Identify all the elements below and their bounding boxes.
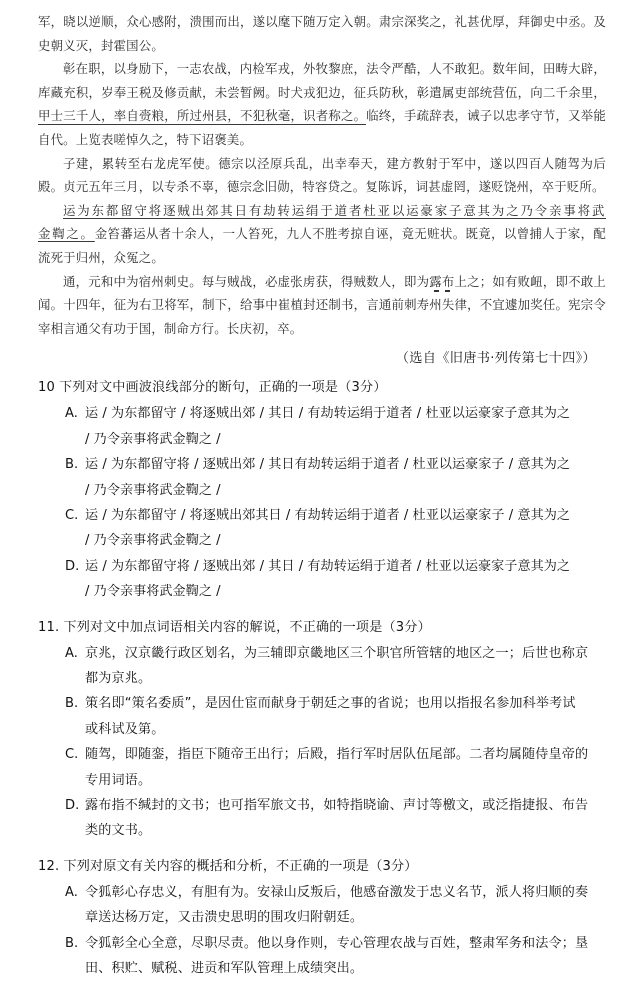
option-text-cont: 或科试及第。 (85, 721, 165, 737)
question-11-stem (38, 615, 606, 640)
option-letter: C. (65, 747, 79, 763)
passage-paragraph-4 (38, 199, 606, 270)
question-10-option-c[interactable] (38, 503, 606, 528)
passage-paragraph-2 (38, 57, 606, 151)
question-10-option-b[interactable] (38, 452, 606, 477)
question-10-number: 10 (38, 380, 56, 396)
question-11-option-c[interactable] (38, 742, 606, 767)
option-letter: A. (65, 645, 78, 661)
passage-text: 彰在职，以身励下，一志农战，内检军戎，外牧黎庶，法令严酷，人不敢犯。数年间，田畴大辟，库藏充积，岁奉王税及修贡献，未尝暂阙。时犬戎犯边，征兵防秋，彰遣属吏部统营伍，向二千余里， (38, 61, 606, 100)
question-12-stem (38, 854, 606, 879)
question-10-options (38, 401, 606, 604)
option-text-cont: 都为京兆。 (85, 670, 152, 686)
question-11-option-d[interactable] (38, 793, 606, 818)
option-text-cont: 类的文书。 (85, 823, 152, 839)
question-11-option-b-cont[interactable] (38, 717, 606, 742)
question-11-option-c-cont[interactable] (38, 768, 606, 793)
question-11-option-a[interactable] (38, 641, 606, 666)
passage-paragraph-1: 军，晓以逆顺，众心感附，溃围而出，遂以麾下随万定入朝。肃宗深奖之，礼甚优厚，拜御史中丞。及史朝义灭，封霍国公。 (38, 14, 606, 53)
option-text-cont: / 乃令亲事将武金鞫之 / (85, 431, 221, 447)
option-text-cont: 专用词语。 (85, 772, 152, 788)
passage-source-citation: （选自《旧唐书·列传第七十四》） (395, 351, 596, 367)
question-11-option-a-cont[interactable] (38, 666, 606, 691)
question-11 (38, 615, 606, 844)
option-text: 运 / 为东都留守 / 将逐贼出郊 / 其日 / 有劫转运绢于道者 / 杜亚以运豪家子意其为之 (85, 406, 571, 422)
question-10-option-d[interactable] (38, 554, 606, 579)
option-letter: B. (65, 457, 79, 473)
option-text: 运 / 为东都留守 / 将逐贼出郊其日 / 有劫转运绢于道者 / 杜亚以运豪家子 / 意其为之 (85, 507, 571, 523)
passage-text: 通，元和中为宿州刺史。每与贼战，必虚张虏获，得贼数人，即为 (63, 273, 430, 289)
question-11-option-d-cont[interactable] (38, 818, 606, 843)
passage-wavy-underlined-text: 运为东都留守将逐贼出郊其日有劫转运绢于道者杜亚以运豪家子意其为之乃令亲事将武金鞫之。 (38, 202, 606, 242)
question-12-option-b[interactable] (38, 931, 606, 956)
question-gap (38, 846, 606, 854)
question-10-option-b-cont[interactable] (38, 478, 606, 503)
question-12-option-a-cont[interactable] (38, 905, 606, 930)
option-letter: B. (65, 935, 79, 951)
question-12-option-b-cont[interactable] (38, 956, 606, 981)
question-10-option-a-cont[interactable] (38, 427, 606, 452)
option-text: 随驾，即随銮，指臣下随帝王出行；后殿，指行军时居队伍尾部。二者均属随侍皇帝的 (85, 747, 589, 763)
question-11-stem-text: 下列对文中加点词语相关内容的解说，不正确的一项是（3分） (63, 619, 431, 635)
option-letter: A. (65, 884, 78, 900)
option-letter: D. (65, 798, 80, 813)
passage-dotted-emphasis-text: 露布 (429, 273, 455, 289)
option-text: 令狐彰心存忠义，有胆有为。安禄山反叛后，他感奋激发于忠义名节，派人将归顺的奏 (85, 884, 589, 900)
option-text-cont: / 乃令亲事将武金鞫之 / (85, 533, 221, 549)
question-gap (38, 607, 606, 615)
option-text: 京兆，汉京畿行政区划名，为三辅即京畿地区三个职官所管辖的地区之一；后世也称京 (85, 645, 589, 661)
option-text: 运 / 为东都留守将 / 逐贼出郊 / 其日 / 有劫转运绢于道者 / 杜亚以运豪家子意其为之 (85, 558, 571, 574)
option-text-cont: / 乃令亲事将武金鞫之 / (85, 584, 221, 600)
option-text: 露布指不缄封的文书；也可指军旅文书，如特指晓谕、声讨等檄文，或泛指捷报、布告 (85, 798, 589, 813)
option-text-cont: 田、积贮、赋税、进贡和军队管理上成绩突出。 (85, 961, 364, 977)
passage-text: 子建，累转至右龙虎军使。德宗以泾原兵乱，出幸奉天，建方教射于军中，遂以四百人随驾为后殿。贞元五年三月，以专杀不辜，德宗念旧勋，特容贷之。复陈诉，词甚虚罔，遂贬饶州，卒于贬所。 (38, 155, 606, 195)
question-11-option-b[interactable] (38, 691, 606, 716)
question-12-option-a[interactable] (38, 880, 606, 905)
question-11-number: 11. (38, 619, 60, 635)
passage-text: 上之；如有败衄，即不敢上闻。十四年，征为右卫将军，制下，给事中崔植封还制书，言通前刺寿州失律，不宜遽加奖任。宪宗令宰相言通父有功于国，制命方行。长庆初，卒。 (38, 273, 606, 336)
question-12-options (38, 880, 606, 981)
option-text: 令狐彰全心全意，尽职尽责。他以身作则，专心管理农战与百姓，整肃军务和法令；垦 (85, 935, 589, 951)
classical-passage (38, 10, 606, 340)
question-11-options (38, 641, 606, 844)
option-letter: C. (65, 507, 79, 523)
question-12-number: 12. (38, 858, 60, 874)
question-10-stem-text: 下列对文中画波浪线部分的断句，正确的一项是（3分） (59, 380, 387, 396)
option-letter: A. (65, 406, 78, 422)
option-letter: D. (65, 558, 80, 574)
question-10-option-d-cont[interactable] (38, 579, 606, 604)
question-10-option-c-cont[interactable] (38, 528, 606, 553)
question-12-stem-text: 下列对原文有关内容的概括和分析，不正确的一项是（3分） (63, 858, 418, 874)
passage-paragraph-3 (38, 152, 606, 199)
passage-underlined-text: 甲士三千人，率自赍粮，所过州县，不犯秋毫，识者称之。 (38, 108, 367, 124)
question-10-stem (38, 375, 606, 400)
option-text: 运 / 为东都留守将 / 逐贼出郊 / 其日有劫转运绢于道者 / 杜亚以运豪家子 / 意其为之 (85, 457, 571, 473)
option-letter: B. (65, 696, 79, 712)
option-text-cont: 章送达杨万定，又击溃史思明的围攻归附朝廷。 (85, 910, 364, 926)
option-text: 策名即“策名委质”，是因仕宦而献身于朝廷之事的省说；也用以指报名参加科举考试 (85, 696, 576, 712)
passage-text: 临终，手疏辞表，诫子以忠孝守节，又举能自代。上览表嗟悼久之，特下诏褒美。 (38, 108, 606, 147)
question-12 (38, 854, 606, 981)
passage-text: 金笞蕃运从者十余人，一人笞死，九人不胜考掠自诬，竟无赃状。既竟，以曾捕人于家，配流死于归州，众冤之。 (38, 226, 606, 265)
question-10 (38, 375, 606, 604)
questions-list (38, 375, 606, 981)
question-10-option-a[interactable] (38, 401, 606, 426)
passage-paragraph-5 (38, 270, 606, 341)
option-text-cont: / 乃令亲事将武金鞫之 / (85, 482, 221, 498)
